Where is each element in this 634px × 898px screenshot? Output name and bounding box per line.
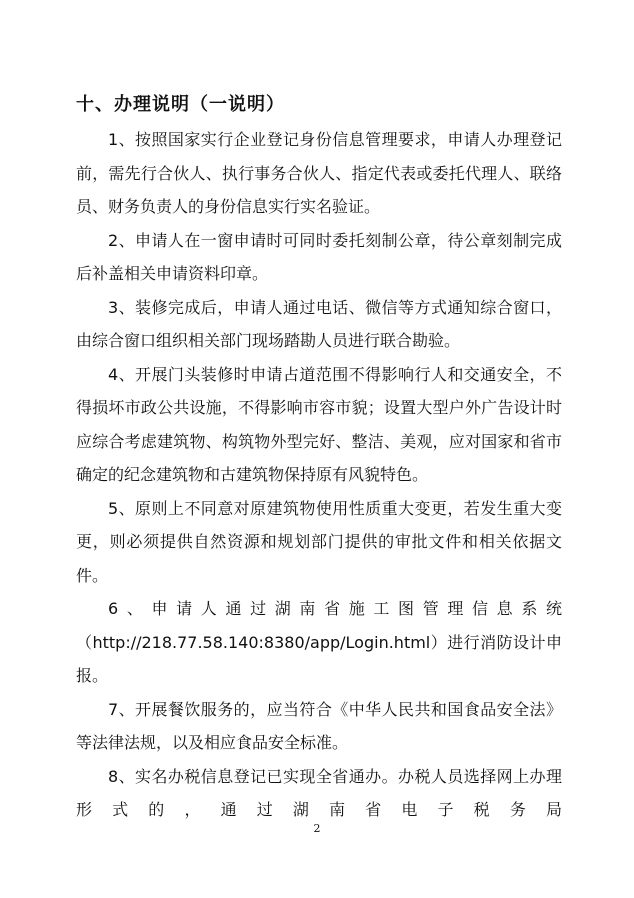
paragraph-1: 1、按照国家实行企业登记身份信息管理要求，申请人办理登记前，需先行合伙人、执行事务合伙人、指定代表或委托代理人、联络员、财务负责人的身份信息实行实名验证。	[76, 130, 562, 216]
paragraph-8: 8、实名办税信息登记已实现全省通办。办税人员选择网上办理形式的，通过湖南省电子税务局	[76, 766, 562, 819]
paragraph-5: 5、原则上不同意对原建筑物使用性质重大变更，若发生重大变更，则必须提供自然资源和规划部门提供的审批文件和相关依据文件。	[76, 498, 562, 585]
paragraph-6: 6、申请人通过湖南省施工图管理信息系统（http://218.77.58.140:8380/app/Login.html）进行消防设计申报。	[76, 599, 562, 685]
paragraph-7: 7、开展餐饮服务的，应当符合《中华人民共和国食品安全法》等法律法规，以及相应食品安全标准。	[76, 699, 562, 752]
paragraph-4: 4、开展门头装修时申请占道范围不得影响行人和交通安全，不得损坏市政公共设施，不得影响市容市貌；设置大型户外广告设计时应综合考虑建筑物、构筑物外型完好、整洁、美观，应对国家和省市确定的纪念建筑物和古建筑物保持原有风貌特色。	[76, 364, 562, 484]
section-heading: 十、办理说明（一说明）	[76, 94, 285, 115]
page-number: 2	[313, 822, 321, 835]
paragraph-2: 2、申请人在一窗申请时可同时委托刻制公章，待公章刻制完成后补盖相关申请资料印章。	[76, 230, 562, 283]
body-text	[76, 123, 562, 827]
paragraph-3: 3、装修完成后，申请人通过电话、微信等方式通知综合窗口，由综合窗口组织相关部门现场踏勘人员进行联合勘验。	[76, 297, 562, 350]
